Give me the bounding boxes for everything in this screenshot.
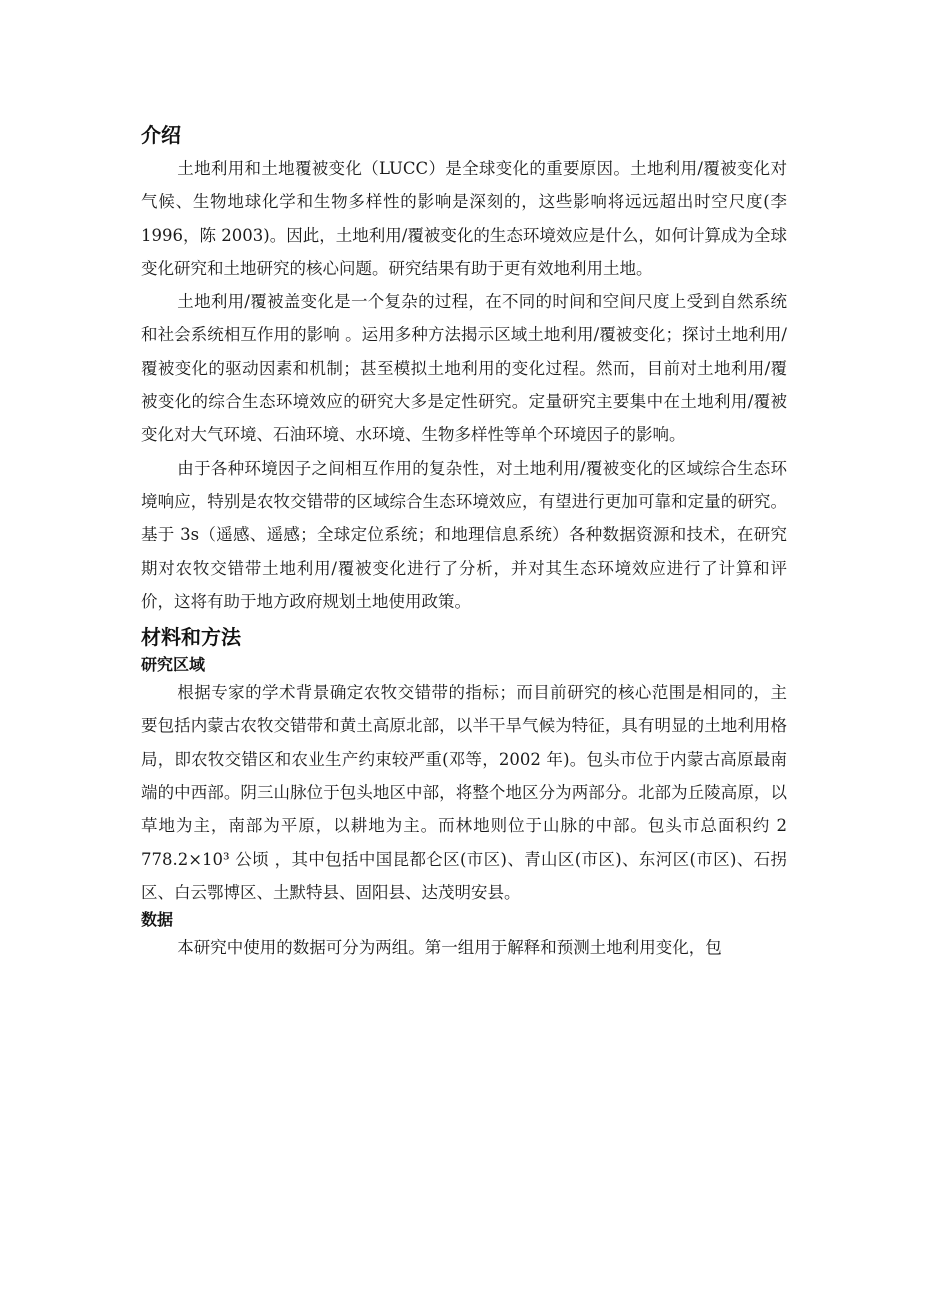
section-heading-intro: 介绍	[141, 123, 181, 147]
intro-paragraph-2: 土地利用/覆被盖变化是一个复杂的过程，在不同的时间和空间尺度上受到自然系统和社会系统相互作用的影响 。运用多种方法揭示区域土地利用/覆被变化；探讨土地利用/覆被变化的驱动因素和机制；甚至模拟土地利用的变化过程。然而，目前对土地利用/覆被变化的综合生态环境效应的研究大多是定性研究。定量研究主要集中在土地利用/覆被变化对大气环境、石油环境、水环境、生物多样性等单个环境因子的影响。	[141, 292, 787, 445]
subsection-heading-data: 数据	[141, 910, 174, 930]
intro-paragraph-1: 土地利用和土地覆被变化（LUCC）是全球变化的重要原因。土地利用/覆被变化对气候、生物地球化学和生物多样性的影响是深刻的，这些影响将远远超出时空尺度(李 1996，陈 2003)。因此，土地利用/覆被变化的生态环境效应是什么，如何计算成为全球变化研究和土地研究的核心问题。研究结果有助于更有效地利用土地。	[141, 159, 787, 278]
data-paragraph: 本研究中使用的数据可分为两组。第一组用于解释和预测土地利用变化，包	[177, 938, 722, 958]
section-heading-methods: 材料和方法	[141, 625, 241, 650]
intro-paragraph-3: 由于各种环境因子之间相互作用的复杂性，对土地利用/覆被变化的区域综合生态环境响应，特别是农牧交错带的区域综合生态环境效应，有望进行更加可靠和定量的研究。基于 3s（遥感、遥感；全球定位系统；和地理信息系统）各种数据资源和技术，在研究期对农牧交错带土地利用/覆被变化进行了分析，并对其生态环境效应进行了计算和评价，这将有助于地方政府规划土地使用政策。	[141, 458, 787, 611]
subsection-heading-study-area: 研究区域	[141, 655, 206, 675]
study-area-paragraph: 根据专家的学术背景确定农牧交错带的指标；而目前研究的核心范围是相同的，主要包括内蒙古农牧交错带和黄土高原北部，以半干旱气候为特征，具有明显的土地利用格局，即农牧交错区和农业生产约束较严重(邓等，2002 年)。包头市位于内蒙古高原最南端的中西部。阴三山脉位于包头地区中部，将整个地区分为两部分。北部为丘陵高原，以草地为主，南部为平原，以耕地为主。而林地则位于山脉的中部。包头市总面积约 2 778.2×10³ 公顷 ，其中包括中国昆都仑区(市区)、青山区(市区)、东河区(市区)、石拐区、白云鄂博区、土默特县、固阳县、达茂明安县。	[141, 683, 787, 902]
document-body	[141, 118, 787, 965]
